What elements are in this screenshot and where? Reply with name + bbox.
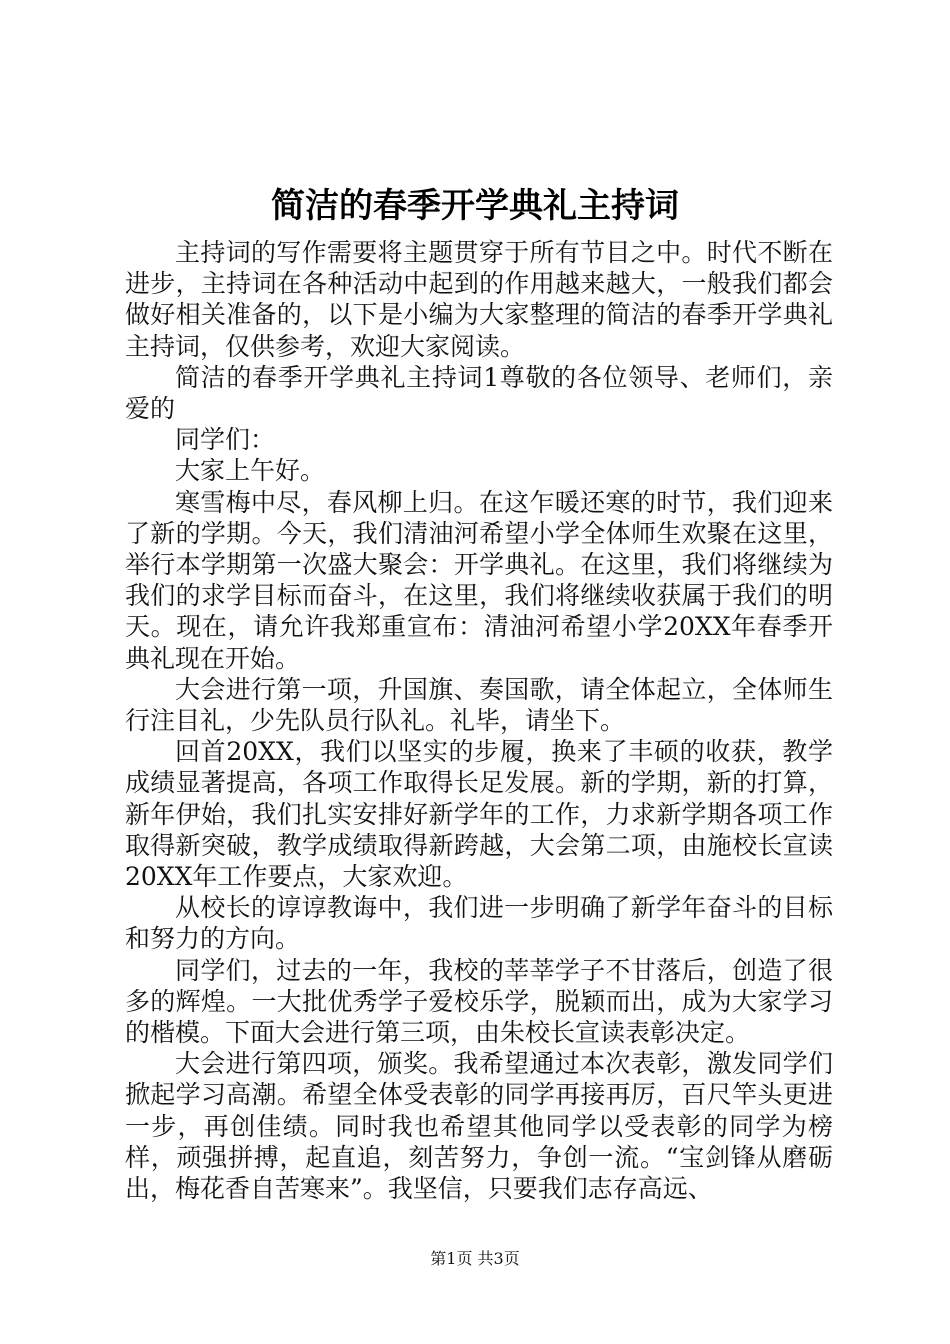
- paragraph: 寒雪梅中尽，春风柳上归。在这乍暖还寒的时节，我们迎来了新的学期。今天，我们清油河希望小学全体师生欢聚在这里，举行本学期第一次盛大聚会：开学典礼。在这里，我们将继续为我们的求学目标而奋斗，在这里，我们将继续收获属于我们的明天。现在，请允许我郑重宣布：清油河希望小学20XX年春季开典礼现在开始。: [125, 487, 833, 673]
- paragraph: 同学们：: [175, 425, 276, 455]
- paragraph: 大家上午好。: [175, 456, 326, 486]
- document-body: [125, 237, 833, 1204]
- paragraph: 大会进行第四项，颁奖。我希望通过本次表彰，激发同学们掀起学习高潮。希望全体受表彰的同学再接再厉，百尺竿头更进一步，再创佳绩。同时我也希望其他同学以受表彰的同学为榜样，顽强拼搏，起直追，刻苦努力，争创一流。“宝剑锋从磨砺出，梅花香自苦寒来”。我坚信，只要我们志存高远、: [125, 1049, 833, 1204]
- paragraph: 同学们，过去的一年，我校的莘莘学子不甘落后，创造了很多的辉煌。一大批优秀学子爱校乐学，脱颖而出，成为大家学习的楷模。下面大会进行第三项，由朱校长宣读表彰决定。: [125, 955, 833, 1048]
- paragraph: 回首20XX，我们以坚实的步履，换来了丰硕的收获，教学成绩显著提高，各项工作取得长足发展。新的学期，新的打算，新年伊始，我们扎实安排好新学年的工作，力求新学期各项工作取得新突破，教学成绩取得新跨越，大会第二项，由施校长宣读20XX年工作要点，大家欢迎。: [125, 737, 833, 892]
- paragraph: 主持词的写作需要将主题贯穿于所有节目之中。时代不断在进步，主持词在各种活动中起到的作用越来越大，一般我们都会做好相关准备的，以下是小编为大家整理的简洁的春季开学典礼主持词，仅供参考，欢迎大家阅读。: [125, 238, 833, 361]
- paragraph: 大会进行第一项，升国旗、奏国歌，请全体起立，全体师生行注目礼，少先队员行队礼。礼毕，请坐下。: [125, 674, 833, 736]
- page-number-footer: 第1页 共3页: [430, 1249, 520, 1268]
- paragraph: 简洁的春季开学典礼主持词1尊敬的各位领导、老师们，亲爱的: [125, 362, 833, 424]
- document-title: 简洁的春季开学典礼主持词: [271, 186, 679, 226]
- paragraph: 从校长的谆谆教诲中，我们进一步明确了新学年奋斗的目标和努力的方向。: [125, 893, 833, 954]
